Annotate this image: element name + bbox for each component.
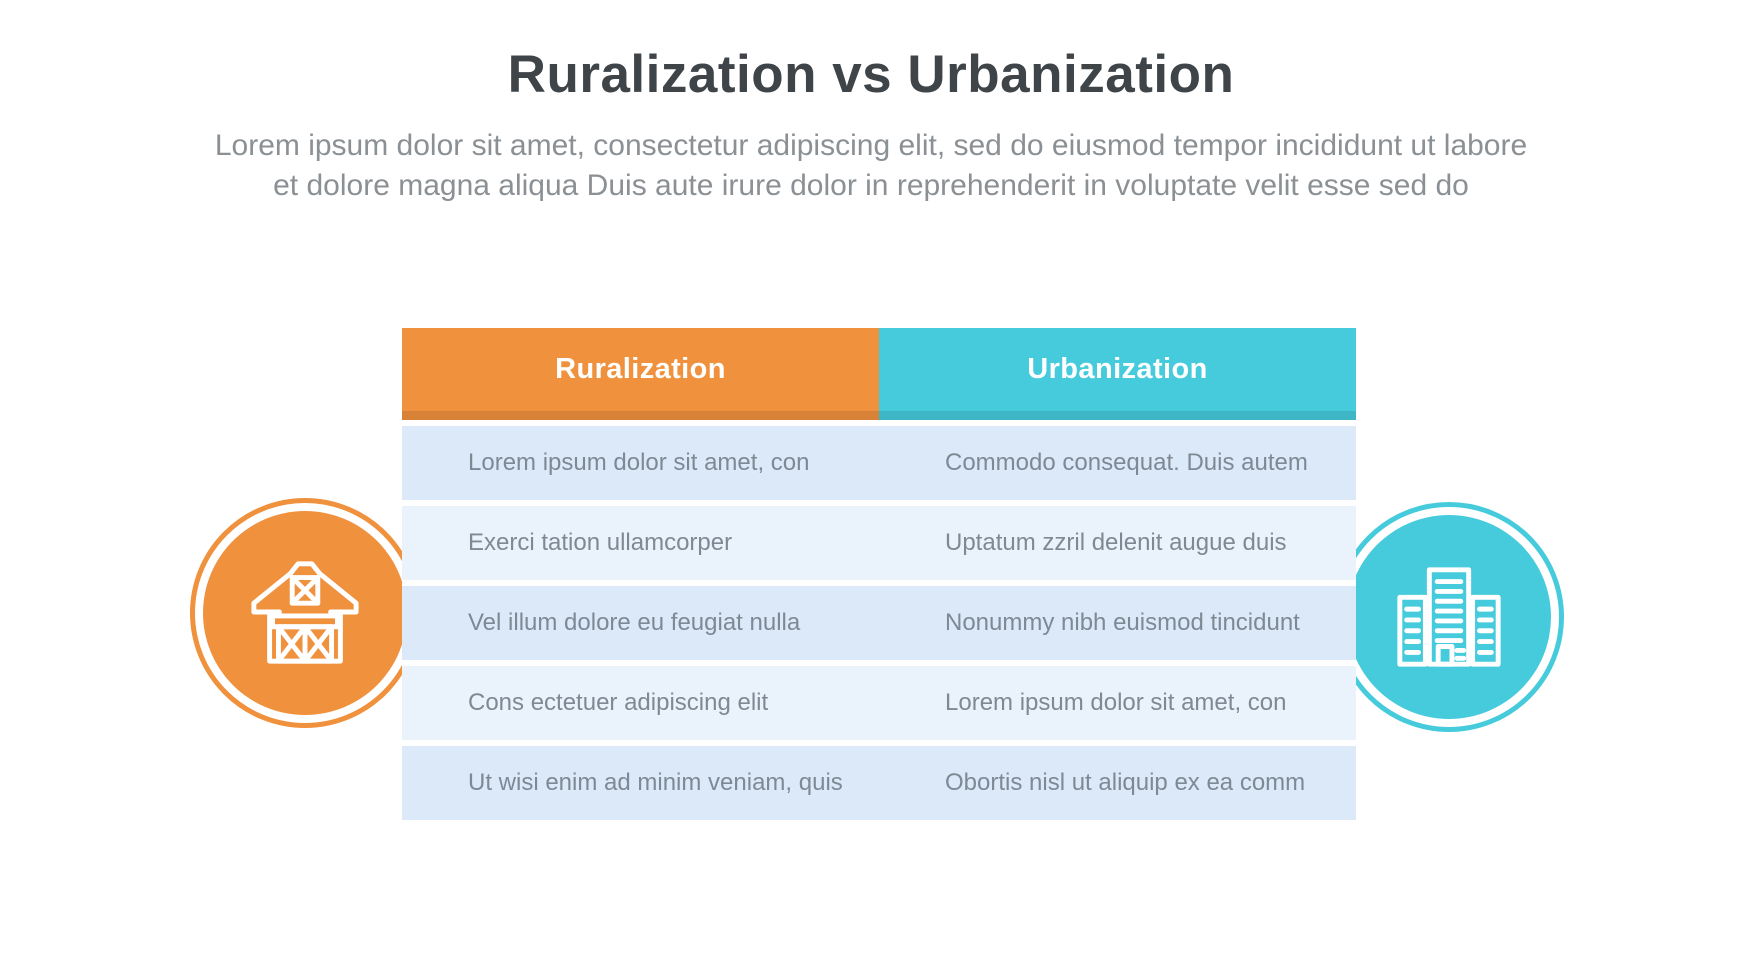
urbanization-cell: Commodo consequat. Duis autem [945,449,1308,476]
urbanization-circle-fill [1347,515,1551,719]
ruralization-cell: Lorem ipsum dolor sit amet, con [468,449,810,476]
subtitle-line-1: Lorem ipsum dolor sit amet, consectetur adipiscing elit, sed do eiusmod tempor incididunt ut labore [214,129,1528,162]
table-header-row [402,328,1356,420]
table-row [402,426,1356,500]
ruralization-cell: Ut wisi enim ad minim veniam, quis [468,769,843,796]
column-header-label: Ruralization [555,353,726,385]
ruralization-circle-fill [203,511,407,715]
column-header-label: Urbanization [1027,353,1208,385]
page-title: Ruralization vs Urbanization [507,45,1235,104]
page-subtitle [0,126,1742,206]
urbanization-circle-badge [1334,502,1564,732]
table-row [402,586,1356,660]
city-buildings-icon [1390,558,1508,676]
comparison-table [402,328,1356,820]
urbanization-cell: Uptatum zzril delenit augue duis [945,529,1287,556]
table-row [402,506,1356,580]
table-row [402,666,1356,740]
barn-icon [246,554,364,672]
column-header-ruralization [402,328,879,420]
ruralization-cell: Exerci tation ullamcorper [468,529,733,556]
ruralization-cell: Cons ectetuer adipiscing elit [468,689,769,716]
urbanization-cell: Nonummy nibh euismod tincidunt [945,609,1300,636]
urbanization-cell: Obortis nisl ut aliquip ex ea comm [945,769,1306,796]
ruralization-cell: Vel illum dolore eu feugiat nulla [468,609,801,636]
urbanization-cell: Lorem ipsum dolor sit amet, con [945,689,1287,716]
subtitle-line-2: et dolore magna aliqua Duis aute irure dolor in reprehenderit in voluptate velit esse sed do [273,169,1469,202]
column-header-urbanization [879,328,1356,420]
table-row [402,746,1356,820]
ruralization-circle-badge [190,498,420,728]
